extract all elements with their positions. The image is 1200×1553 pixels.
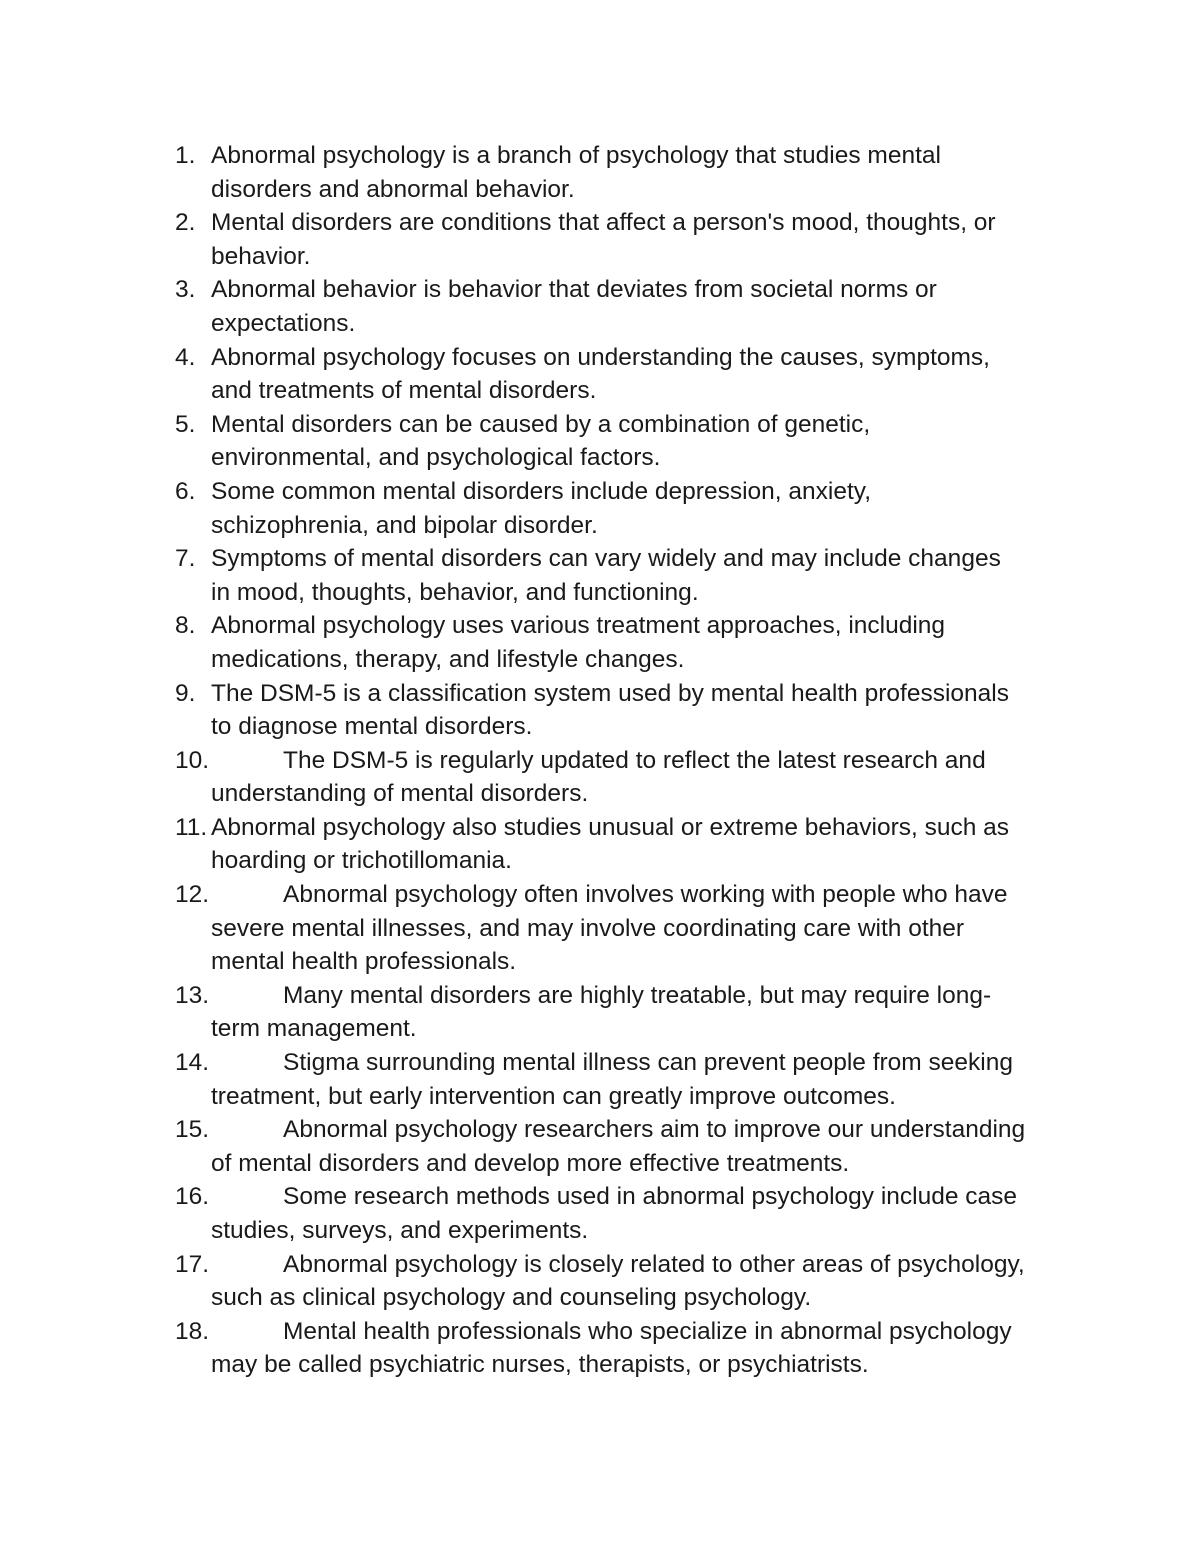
first-line: The DSM-5 is a classification system used by mental health professionals bbox=[211, 679, 1009, 707]
rest-line: mental health professionals. bbox=[211, 948, 517, 976]
rest-line: hoarding or trichotillomania. bbox=[211, 847, 512, 875]
list-text bbox=[211, 341, 1075, 408]
list-number: 2. bbox=[175, 209, 196, 237]
first-line: Mental disorders are conditions that affect a person's mood, thoughts, or bbox=[211, 209, 996, 237]
list-text bbox=[211, 1315, 1075, 1382]
list-number: 6. bbox=[175, 477, 196, 505]
first-line: Mental disorders can be caused by a combination of genetic, bbox=[211, 410, 871, 438]
list-text bbox=[211, 811, 1075, 878]
list-text bbox=[211, 475, 1075, 542]
rest-line: treatment, but early intervention can greatly improve outcomes. bbox=[211, 1082, 896, 1110]
list-number: 9. bbox=[175, 679, 196, 707]
first-line: The DSM-5 is regularly updated to reflect the latest research and bbox=[283, 746, 986, 774]
rest-line: to diagnose mental disorders. bbox=[211, 713, 533, 741]
list-item bbox=[175, 1315, 1075, 1382]
list-text bbox=[211, 139, 1075, 206]
list-number: 3. bbox=[175, 276, 196, 304]
rest-line: expectations. bbox=[211, 309, 356, 337]
first-line: Abnormal psychology researchers aim to improve our understanding bbox=[283, 1116, 1026, 1144]
first-line: Mental health professionals who specialize in abnormal psychology bbox=[283, 1317, 1012, 1345]
rest-line: of mental disorders and develop more effective treatments. bbox=[211, 1149, 850, 1177]
list-number: 7. bbox=[175, 545, 196, 573]
list-number: 14. bbox=[175, 1049, 210, 1077]
list-number: 17. bbox=[175, 1250, 210, 1278]
rest-line: and treatments of mental disorders. bbox=[211, 377, 597, 405]
list-number: 15. bbox=[175, 1116, 210, 1144]
rest-line: environmental, and psychological factors. bbox=[211, 444, 661, 472]
list-number: 11. bbox=[175, 813, 208, 841]
rest-line: term management. bbox=[211, 1015, 417, 1043]
list-text bbox=[211, 273, 1075, 340]
list-item bbox=[175, 341, 1075, 408]
rest-line: studies, surveys, and experiments. bbox=[211, 1217, 589, 1244]
first-line: Some research methods used in abnormal psychology include case bbox=[283, 1183, 1018, 1211]
list-text bbox=[211, 408, 1075, 475]
list-item bbox=[175, 206, 1075, 273]
list-number: 12. bbox=[175, 881, 210, 909]
list-text bbox=[211, 542, 1075, 609]
first-line: Abnormal psychology is closely related to other areas of psychology, bbox=[283, 1250, 1025, 1278]
first-line: Symptoms of mental disorders can vary widely and may include changes bbox=[211, 545, 1001, 573]
list-item bbox=[175, 408, 1075, 475]
list-item bbox=[175, 1046, 1075, 1113]
rest-line: such as clinical psychology and counseling psychology. bbox=[211, 1284, 812, 1312]
rest-line: medications, therapy, and lifestyle changes. bbox=[211, 645, 685, 673]
rest-line: disorders and abnormal behavior. bbox=[211, 175, 575, 203]
rest-line: behavior. bbox=[211, 242, 311, 270]
list-item bbox=[175, 744, 1075, 811]
rest-line: schizophrenia, and bipolar disorder. bbox=[211, 511, 598, 539]
first-line: Abnormal psychology is a branch of psychology that studies mental bbox=[211, 142, 941, 169]
list-text bbox=[211, 677, 1075, 744]
first-line: Stigma surrounding mental illness can prevent people from seeking bbox=[283, 1049, 1013, 1077]
list-number: 13. bbox=[175, 981, 210, 1009]
list-number: 18. bbox=[175, 1317, 210, 1345]
list-item bbox=[175, 677, 1075, 744]
rest-line: may be called psychiatric nurses, therapists, or psychiatrists. bbox=[211, 1351, 869, 1379]
first-line: Many mental disorders are highly treatable, but may require long- bbox=[283, 981, 992, 1009]
numbered-list bbox=[175, 139, 1075, 1382]
list-item bbox=[175, 139, 1075, 206]
rest-line: in mood, thoughts, behavior, and functioning. bbox=[211, 578, 699, 606]
first-line: Abnormal psychology uses various treatment approaches, including bbox=[211, 612, 946, 640]
list-text bbox=[211, 744, 1075, 811]
list-item bbox=[175, 609, 1075, 676]
list-number: 10. bbox=[175, 746, 210, 774]
list-number: 5. bbox=[175, 410, 196, 438]
list-text bbox=[211, 1046, 1075, 1113]
list-text bbox=[211, 206, 1075, 273]
list-item bbox=[175, 273, 1075, 340]
list-number: 16. bbox=[175, 1183, 210, 1211]
first-line: Abnormal psychology also studies unusual or extreme behaviors, such as bbox=[211, 813, 1010, 841]
rest-line: severe mental illnesses, and may involve coordinating care with other bbox=[211, 914, 965, 942]
list-number: 1. bbox=[175, 142, 196, 169]
list-number: 4. bbox=[175, 343, 196, 371]
list-text bbox=[211, 979, 1075, 1046]
list-item bbox=[175, 979, 1075, 1046]
list-item bbox=[175, 811, 1075, 878]
list-item bbox=[175, 1113, 1075, 1180]
list-item bbox=[175, 542, 1075, 609]
list-text bbox=[211, 1180, 1075, 1247]
first-line: Abnormal behavior is behavior that deviates from societal norms or bbox=[211, 276, 937, 304]
list-text bbox=[211, 878, 1075, 979]
first-line: Abnormal psychology focuses on understanding the causes, symptoms, bbox=[211, 343, 990, 371]
list-text bbox=[211, 609, 1075, 676]
list-item bbox=[175, 1180, 1075, 1247]
list-item bbox=[175, 878, 1075, 979]
list-number: 8. bbox=[175, 612, 196, 640]
list-text bbox=[211, 1248, 1075, 1315]
rest-line: understanding of mental disorders. bbox=[211, 780, 589, 808]
list-item bbox=[175, 1248, 1075, 1315]
first-line: Abnormal psychology often involves working with people who have bbox=[283, 881, 1008, 909]
list-text bbox=[211, 1113, 1075, 1180]
first-line: Some common mental disorders include depression, anxiety, bbox=[211, 477, 872, 505]
list-item bbox=[175, 475, 1075, 542]
